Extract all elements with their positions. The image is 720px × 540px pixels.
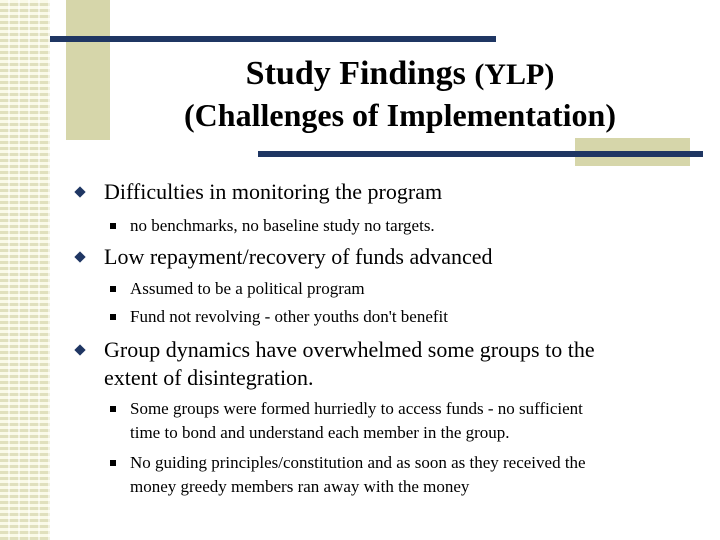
square-bullet-icon — [110, 460, 116, 466]
title-main: Study Findings — [245, 55, 466, 92]
diamond-bullet-icon — [74, 186, 85, 197]
square-bullet-icon — [110, 286, 116, 292]
title-suffix: (YLP) — [474, 58, 555, 91]
bullet-3-sub-1-line1: Some groups were formed hurriedly to access funds - no sufficient — [130, 399, 583, 418]
bullet-3-sub-2-line1: No guiding principles/constitution and as soon as they received the — [130, 453, 586, 472]
square-bullet-icon — [110, 314, 116, 320]
bullet-3-sub-1-line2: time to bond and understand each member in the group. — [130, 423, 510, 442]
bullet-2-sub-1-text: Assumed to be a political program — [130, 279, 365, 298]
diamond-bullet-icon — [74, 344, 85, 355]
title-bar-top — [50, 36, 496, 42]
decorative-block-top — [66, 0, 110, 140]
diamond-bullet-icon — [74, 251, 85, 262]
title-bar-bottom — [258, 151, 703, 157]
bullet-1-sub-1-text: no benchmarks, no baseline study no targets. — [130, 216, 435, 235]
bullet-3-text-line1: Group dynamics have overwhelmed some groups to the — [104, 337, 595, 362]
slide-subtitle: (Challenges of Implementation) — [184, 97, 616, 133]
bullet-2-text: Low repayment/recovery of funds advanced — [104, 244, 493, 269]
bullet-1-text: Difficulties in monitoring the program — [104, 179, 443, 204]
bullet-3-sub-2-line2: money greedy members ran away with the money — [130, 477, 470, 496]
left-decorative-stripe — [0, 0, 50, 540]
slide-title — [110, 56, 690, 93]
bullet-2-sub-2-text: Fund not revolving - other youths don't benefit — [130, 307, 448, 326]
square-bullet-icon — [110, 223, 116, 229]
bullet-3-text-line2: extent of disintegration. — [104, 365, 314, 390]
square-bullet-icon — [110, 406, 116, 412]
